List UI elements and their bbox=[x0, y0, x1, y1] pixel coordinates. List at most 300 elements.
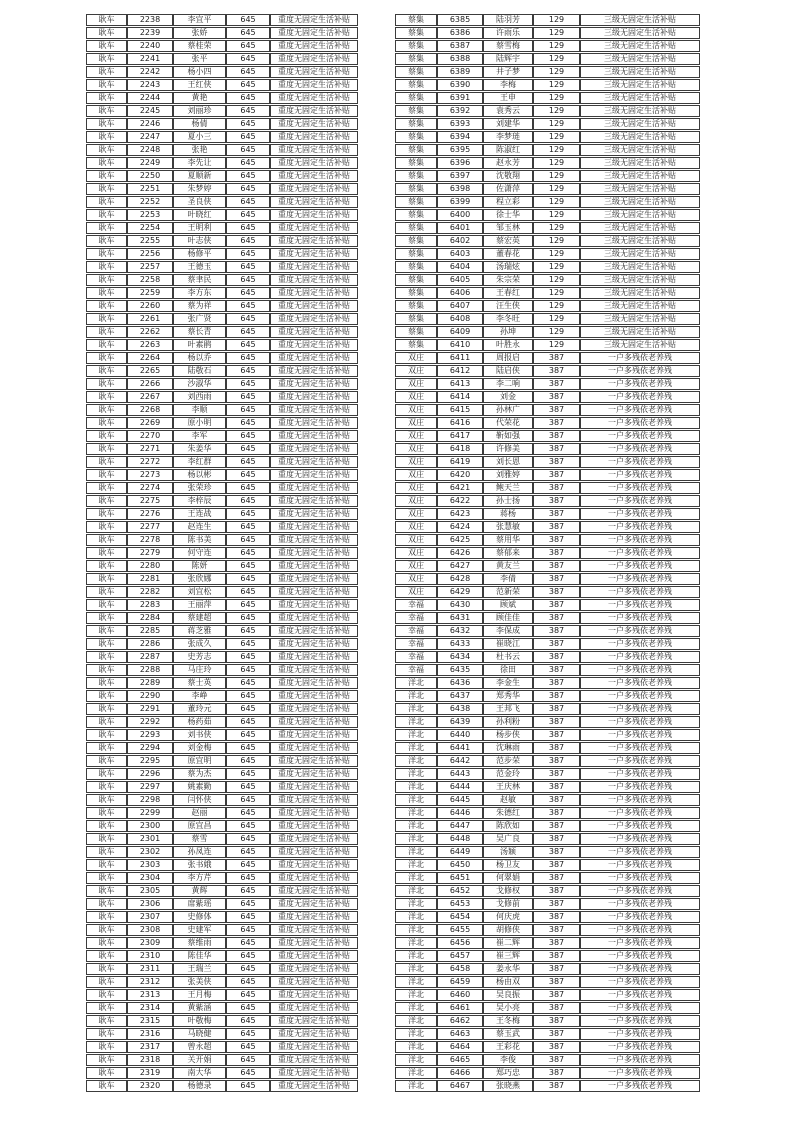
category-cell: 重度无固定生活补贴 bbox=[270, 14, 358, 26]
table-row bbox=[395, 872, 700, 884]
amount-cell: 387 bbox=[533, 599, 580, 611]
region-cell: 洋北 bbox=[395, 768, 437, 780]
name-cell: 张慧敏 bbox=[483, 521, 533, 533]
table-row bbox=[86, 235, 358, 247]
region-cell: 双庄 bbox=[395, 508, 437, 520]
table-row bbox=[86, 547, 358, 559]
amount-cell: 645 bbox=[226, 79, 270, 91]
amount-cell: 645 bbox=[226, 92, 270, 104]
category-cell: 三级无固定生活补贴 bbox=[580, 144, 700, 156]
region-cell: 耿车 bbox=[86, 547, 127, 559]
amount-cell: 645 bbox=[226, 625, 270, 637]
seq-cell: 2264 bbox=[127, 352, 173, 364]
table-row bbox=[395, 300, 700, 312]
amount-cell: 387 bbox=[533, 1041, 580, 1053]
amount-cell: 645 bbox=[226, 456, 270, 468]
amount-cell: 387 bbox=[533, 638, 580, 650]
category-cell: 重度无固定生活补贴 bbox=[270, 963, 358, 975]
table-row bbox=[86, 313, 358, 325]
table-row bbox=[395, 92, 700, 104]
category-cell: 重度无固定生活补贴 bbox=[270, 950, 358, 962]
seq-cell: 2312 bbox=[127, 976, 173, 988]
table-row bbox=[395, 378, 700, 390]
table-row bbox=[86, 14, 358, 26]
category-cell: 一户多残依老养残 bbox=[580, 534, 700, 546]
region-cell: 耿车 bbox=[86, 859, 127, 871]
category-cell: 一户多残依老养残 bbox=[580, 950, 700, 962]
seq-cell: 2269 bbox=[127, 417, 173, 429]
name-cell: 史建军 bbox=[173, 924, 226, 936]
category-cell: 一户多残依老养残 bbox=[580, 417, 700, 429]
amount-cell: 129 bbox=[533, 287, 580, 299]
seq-cell: 6456 bbox=[437, 937, 483, 949]
table-row bbox=[395, 703, 700, 715]
category-cell: 三级无固定生活补贴 bbox=[580, 235, 700, 247]
amount-cell: 129 bbox=[533, 27, 580, 39]
table-row bbox=[395, 105, 700, 117]
region-cell: 耿车 bbox=[86, 456, 127, 468]
region-cell: 洋北 bbox=[395, 1028, 437, 1040]
name-cell: 刘雅婷 bbox=[483, 469, 533, 481]
category-cell: 重度无固定生活补贴 bbox=[270, 170, 358, 182]
region-cell: 耿车 bbox=[86, 339, 127, 351]
amount-cell: 645 bbox=[226, 53, 270, 65]
category-cell: 重度无固定生活补贴 bbox=[270, 53, 358, 65]
amount-cell: 645 bbox=[226, 365, 270, 377]
name-cell: 杜书云 bbox=[483, 651, 533, 663]
amount-cell: 387 bbox=[533, 547, 580, 559]
table-row bbox=[86, 807, 358, 819]
seq-cell: 6430 bbox=[437, 599, 483, 611]
table-row bbox=[395, 352, 700, 364]
name-cell: 孙林广 bbox=[483, 404, 533, 416]
category-cell: 重度无固定生活补贴 bbox=[270, 1041, 358, 1053]
table-row bbox=[395, 495, 700, 507]
seq-cell: 2277 bbox=[127, 521, 173, 533]
region-cell: 洋北 bbox=[395, 885, 437, 897]
subsidy-table-left bbox=[86, 13, 358, 1093]
region-cell: 洋北 bbox=[395, 703, 437, 715]
table-row bbox=[86, 950, 358, 962]
name-cell: 王红侠 bbox=[173, 79, 226, 91]
amount-cell: 129 bbox=[533, 248, 580, 260]
region-cell: 双庄 bbox=[395, 521, 437, 533]
seq-cell: 6401 bbox=[437, 222, 483, 234]
category-cell: 一户多残依老养残 bbox=[580, 924, 700, 936]
name-cell: 原宜昌 bbox=[173, 820, 226, 832]
amount-cell: 645 bbox=[226, 222, 270, 234]
table-row bbox=[86, 170, 358, 182]
seq-cell: 2263 bbox=[127, 339, 173, 351]
table-row bbox=[86, 911, 358, 923]
table-row bbox=[86, 53, 358, 65]
seq-cell: 2302 bbox=[127, 846, 173, 858]
seq-cell: 6414 bbox=[437, 391, 483, 403]
name-cell: 孙利粉 bbox=[483, 716, 533, 728]
seq-cell: 2246 bbox=[127, 118, 173, 130]
amount-cell: 645 bbox=[226, 469, 270, 481]
region-cell: 双庄 bbox=[395, 469, 437, 481]
region-cell: 耿车 bbox=[86, 573, 127, 585]
region-cell: 耿车 bbox=[86, 1067, 127, 1079]
name-cell: 张书娥 bbox=[173, 859, 226, 871]
name-cell: 李梦琏 bbox=[483, 131, 533, 143]
seq-cell: 2239 bbox=[127, 27, 173, 39]
region-cell: 双庄 bbox=[395, 417, 437, 429]
name-cell: 李金生 bbox=[483, 677, 533, 689]
amount-cell: 129 bbox=[533, 261, 580, 273]
category-cell: 一户多残依老养残 bbox=[580, 872, 700, 884]
name-cell: 李倩 bbox=[483, 573, 533, 585]
table-row bbox=[395, 599, 700, 611]
seq-cell: 2290 bbox=[127, 690, 173, 702]
amount-cell: 645 bbox=[226, 157, 270, 169]
name-cell: 董玲元 bbox=[173, 703, 226, 715]
name-cell: 杨卫友 bbox=[483, 859, 533, 871]
category-cell: 重度无固定生活补贴 bbox=[270, 40, 358, 52]
seq-cell: 2276 bbox=[127, 508, 173, 520]
category-cell: 重度无固定生活补贴 bbox=[270, 924, 358, 936]
region-cell: 洋北 bbox=[395, 1054, 437, 1066]
seq-cell: 2304 bbox=[127, 872, 173, 884]
table-row bbox=[86, 560, 358, 572]
table-row bbox=[86, 404, 358, 416]
amount-cell: 387 bbox=[533, 820, 580, 832]
seq-cell: 6393 bbox=[437, 118, 483, 130]
seq-cell: 6417 bbox=[437, 430, 483, 442]
category-cell: 三级无固定生活补贴 bbox=[580, 196, 700, 208]
region-cell: 蔡集 bbox=[395, 222, 437, 234]
table-row bbox=[395, 53, 700, 65]
seq-cell: 2286 bbox=[127, 638, 173, 650]
table-row bbox=[395, 885, 700, 897]
region-cell: 耿车 bbox=[86, 27, 127, 39]
category-cell: 重度无固定生活补贴 bbox=[270, 404, 358, 416]
table-row bbox=[86, 443, 358, 455]
table-row bbox=[395, 612, 700, 624]
region-cell: 耿车 bbox=[86, 170, 127, 182]
table-row bbox=[86, 326, 358, 338]
seq-cell: 6455 bbox=[437, 924, 483, 936]
seq-cell: 2293 bbox=[127, 729, 173, 741]
name-cell: 张广贤 bbox=[173, 313, 226, 325]
table-row bbox=[395, 950, 700, 962]
name-cell: 范金玲 bbox=[483, 768, 533, 780]
name-cell: 王庆林 bbox=[483, 781, 533, 793]
name-cell: 赵敏 bbox=[483, 794, 533, 806]
name-cell: 郑秀华 bbox=[483, 690, 533, 702]
name-cell: 赵丽 bbox=[173, 807, 226, 819]
region-cell: 耿车 bbox=[86, 664, 127, 676]
region-cell: 双庄 bbox=[395, 352, 437, 364]
category-cell: 一户多残依老养残 bbox=[580, 976, 700, 988]
seq-cell: 2299 bbox=[127, 807, 173, 819]
region-cell: 蔡集 bbox=[395, 274, 437, 286]
category-cell: 重度无固定生活补贴 bbox=[270, 508, 358, 520]
region-cell: 洋北 bbox=[395, 976, 437, 988]
seq-cell: 6435 bbox=[437, 664, 483, 676]
category-cell: 一户多残依老养残 bbox=[580, 508, 700, 520]
category-cell: 一户多残依老养残 bbox=[580, 573, 700, 585]
seq-cell: 6459 bbox=[437, 976, 483, 988]
seq-cell: 6415 bbox=[437, 404, 483, 416]
amount-cell: 645 bbox=[226, 508, 270, 520]
seq-cell: 6412 bbox=[437, 365, 483, 377]
seq-cell: 6458 bbox=[437, 963, 483, 975]
amount-cell: 645 bbox=[226, 586, 270, 598]
table-row bbox=[86, 157, 358, 169]
table-row bbox=[86, 664, 358, 676]
seq-cell: 2311 bbox=[127, 963, 173, 975]
seq-cell: 6457 bbox=[437, 950, 483, 962]
seq-cell: 6432 bbox=[437, 625, 483, 637]
amount-cell: 129 bbox=[533, 105, 580, 117]
region-cell: 耿车 bbox=[86, 378, 127, 390]
amount-cell: 129 bbox=[533, 274, 580, 286]
region-cell: 蔡集 bbox=[395, 92, 437, 104]
table-row bbox=[395, 443, 700, 455]
amount-cell: 387 bbox=[533, 911, 580, 923]
table-row bbox=[86, 651, 358, 663]
table-row bbox=[86, 339, 358, 351]
table-row bbox=[395, 807, 700, 819]
seq-cell: 6410 bbox=[437, 339, 483, 351]
name-cell: 叶晓红 bbox=[173, 209, 226, 221]
category-cell: 三级无固定生活补贴 bbox=[580, 53, 700, 65]
seq-cell: 6446 bbox=[437, 807, 483, 819]
seq-cell: 6440 bbox=[437, 729, 483, 741]
amount-cell: 387 bbox=[533, 963, 580, 975]
seq-cell: 6464 bbox=[437, 1041, 483, 1053]
name-cell: 王邦飞 bbox=[483, 703, 533, 715]
category-cell: 一户多残依老养残 bbox=[580, 365, 700, 377]
seq-cell: 2294 bbox=[127, 742, 173, 754]
amount-cell: 645 bbox=[226, 989, 270, 1001]
amount-cell: 645 bbox=[226, 794, 270, 806]
category-cell: 一户多残依老养残 bbox=[580, 1067, 700, 1079]
region-cell: 双庄 bbox=[395, 430, 437, 442]
table-row bbox=[395, 586, 700, 598]
amount-cell: 645 bbox=[226, 950, 270, 962]
category-cell: 重度无固定生活补贴 bbox=[270, 1054, 358, 1066]
table-row bbox=[395, 170, 700, 182]
seq-cell: 6445 bbox=[437, 794, 483, 806]
table-row bbox=[86, 378, 358, 390]
category-cell: 重度无固定生活补贴 bbox=[270, 898, 358, 910]
name-cell: 杨以彬 bbox=[173, 469, 226, 481]
seq-cell: 2308 bbox=[127, 924, 173, 936]
name-cell: 蔡用华 bbox=[483, 534, 533, 546]
name-cell: 李宜平 bbox=[173, 14, 226, 26]
amount-cell: 645 bbox=[226, 924, 270, 936]
category-cell: 重度无固定生活补贴 bbox=[270, 27, 358, 39]
name-cell: 佐潇萍 bbox=[483, 183, 533, 195]
amount-cell: 129 bbox=[533, 144, 580, 156]
seq-cell: 2305 bbox=[127, 885, 173, 897]
subsidy-table-right bbox=[395, 13, 700, 1093]
amount-cell: 645 bbox=[226, 937, 270, 949]
name-cell: 蔡维雨 bbox=[173, 937, 226, 949]
amount-cell: 129 bbox=[533, 14, 580, 26]
category-cell: 重度无固定生活补贴 bbox=[270, 560, 358, 572]
name-cell: 董春花 bbox=[483, 248, 533, 260]
category-cell: 一户多残依老养残 bbox=[580, 898, 700, 910]
amount-cell: 129 bbox=[533, 222, 580, 234]
category-cell: 重度无固定生活补贴 bbox=[270, 807, 358, 819]
amount-cell: 645 bbox=[226, 534, 270, 546]
seq-cell: 2317 bbox=[127, 1041, 173, 1053]
amount-cell: 129 bbox=[533, 183, 580, 195]
name-cell: 张成久 bbox=[173, 638, 226, 650]
seq-cell: 6448 bbox=[437, 833, 483, 845]
region-cell: 蔡集 bbox=[395, 157, 437, 169]
name-cell: 陆启侠 bbox=[483, 365, 533, 377]
table-row bbox=[86, 976, 358, 988]
name-cell: 范新荣 bbox=[483, 586, 533, 598]
table-row bbox=[86, 508, 358, 520]
name-cell: 马晓健 bbox=[173, 1028, 226, 1040]
name-cell: 张荣珍 bbox=[173, 482, 226, 494]
amount-cell: 645 bbox=[226, 443, 270, 455]
table-row bbox=[395, 677, 700, 689]
category-cell: 重度无固定生活补贴 bbox=[270, 482, 358, 494]
category-cell: 三级无固定生活补贴 bbox=[580, 14, 700, 26]
amount-cell: 387 bbox=[533, 1028, 580, 1040]
table-row bbox=[395, 924, 700, 936]
seq-cell: 6385 bbox=[437, 14, 483, 26]
amount-cell: 645 bbox=[226, 872, 270, 884]
seq-cell: 2314 bbox=[127, 1002, 173, 1014]
seq-cell: 2274 bbox=[127, 482, 173, 494]
region-cell: 耿车 bbox=[86, 1080, 127, 1092]
name-cell: 陈妍 bbox=[173, 560, 226, 572]
category-cell: 三级无固定生活补贴 bbox=[580, 287, 700, 299]
name-cell: 曾永超 bbox=[173, 1041, 226, 1053]
name-cell: 夏顺新 bbox=[173, 170, 226, 182]
region-cell: 蔡集 bbox=[395, 235, 437, 247]
seq-cell: 6389 bbox=[437, 66, 483, 78]
table-row bbox=[395, 820, 700, 832]
name-cell: 孙坤 bbox=[483, 326, 533, 338]
region-cell: 耿车 bbox=[86, 794, 127, 806]
seq-cell: 6466 bbox=[437, 1067, 483, 1079]
seq-cell: 2306 bbox=[127, 898, 173, 910]
category-cell: 重度无固定生活补贴 bbox=[270, 820, 358, 832]
region-cell: 耿车 bbox=[86, 612, 127, 624]
table-row bbox=[86, 1054, 358, 1066]
region-cell: 耿车 bbox=[86, 950, 127, 962]
seq-cell: 6431 bbox=[437, 612, 483, 624]
amount-cell: 645 bbox=[226, 495, 270, 507]
table-row bbox=[395, 638, 700, 650]
amount-cell: 129 bbox=[533, 235, 580, 247]
category-cell: 一户多残依老养残 bbox=[580, 1080, 700, 1092]
region-cell: 耿车 bbox=[86, 40, 127, 52]
seq-cell: 2255 bbox=[127, 235, 173, 247]
table-row bbox=[395, 118, 700, 130]
table-row bbox=[395, 1067, 700, 1079]
amount-cell: 129 bbox=[533, 66, 580, 78]
category-cell: 重度无固定生活补贴 bbox=[270, 313, 358, 325]
name-cell: 陆辉宇 bbox=[483, 53, 533, 65]
table-row bbox=[86, 1041, 358, 1053]
region-cell: 双庄 bbox=[395, 404, 437, 416]
amount-cell: 645 bbox=[226, 1067, 270, 1079]
table-row bbox=[86, 287, 358, 299]
table-row bbox=[86, 885, 358, 897]
seq-cell: 6426 bbox=[437, 547, 483, 559]
amount-cell: 645 bbox=[226, 1028, 270, 1040]
amount-cell: 645 bbox=[226, 638, 270, 650]
seq-cell: 2244 bbox=[127, 92, 173, 104]
region-cell: 耿车 bbox=[86, 248, 127, 260]
seq-cell: 2284 bbox=[127, 612, 173, 624]
amount-cell: 387 bbox=[533, 1080, 580, 1092]
region-cell: 耿车 bbox=[86, 586, 127, 598]
region-cell: 洋北 bbox=[395, 690, 437, 702]
name-cell: 姚素勤 bbox=[173, 781, 226, 793]
amount-cell: 387 bbox=[533, 807, 580, 819]
category-cell: 一户多残依老养残 bbox=[580, 781, 700, 793]
category-cell: 重度无固定生活补贴 bbox=[270, 300, 358, 312]
name-cell: 黄艳 bbox=[173, 92, 226, 104]
category-cell: 一户多残依老养残 bbox=[580, 443, 700, 455]
table-row bbox=[395, 1028, 700, 1040]
seq-cell: 2240 bbox=[127, 40, 173, 52]
seq-cell: 6423 bbox=[437, 508, 483, 520]
amount-cell: 387 bbox=[533, 443, 580, 455]
category-cell: 重度无固定生活补贴 bbox=[270, 105, 358, 117]
amount-cell: 645 bbox=[226, 105, 270, 117]
name-cell: 南大华 bbox=[173, 1067, 226, 1079]
region-cell: 洋北 bbox=[395, 963, 437, 975]
region-cell: 耿车 bbox=[86, 144, 127, 156]
table-row bbox=[86, 1015, 358, 1027]
amount-cell: 387 bbox=[533, 352, 580, 364]
amount-cell: 645 bbox=[226, 560, 270, 572]
table-row bbox=[395, 391, 700, 403]
category-cell: 一户多残依老养残 bbox=[580, 1028, 700, 1040]
region-cell: 耿车 bbox=[86, 196, 127, 208]
amount-cell: 645 bbox=[226, 287, 270, 299]
seq-cell: 2250 bbox=[127, 170, 173, 182]
amount-cell: 645 bbox=[226, 378, 270, 390]
table-row bbox=[395, 1002, 700, 1014]
seq-cell: 2252 bbox=[127, 196, 173, 208]
seq-cell: 6463 bbox=[437, 1028, 483, 1040]
name-cell: 蔡建超 bbox=[173, 612, 226, 624]
region-cell: 蔡集 bbox=[395, 196, 437, 208]
region-cell: 洋北 bbox=[395, 677, 437, 689]
name-cell: 蔡玉武 bbox=[483, 1028, 533, 1040]
category-cell: 一户多残依老养残 bbox=[580, 352, 700, 364]
category-cell: 重度无固定生活补贴 bbox=[270, 1028, 358, 1040]
name-cell: 赵永芳 bbox=[483, 157, 533, 169]
seq-cell: 6454 bbox=[437, 911, 483, 923]
name-cell: 李保成 bbox=[483, 625, 533, 637]
region-cell: 耿车 bbox=[86, 14, 127, 26]
table-row bbox=[86, 794, 358, 806]
table-row bbox=[86, 183, 358, 195]
table-row bbox=[395, 573, 700, 585]
amount-cell: 387 bbox=[533, 560, 580, 572]
name-cell: 史芳志 bbox=[173, 651, 226, 663]
name-cell: 蔡为杰 bbox=[173, 768, 226, 780]
seq-cell: 2261 bbox=[127, 313, 173, 325]
amount-cell: 645 bbox=[226, 1015, 270, 1027]
category-cell: 三级无固定生活补贴 bbox=[580, 170, 700, 182]
name-cell: 邹玉林 bbox=[483, 222, 533, 234]
